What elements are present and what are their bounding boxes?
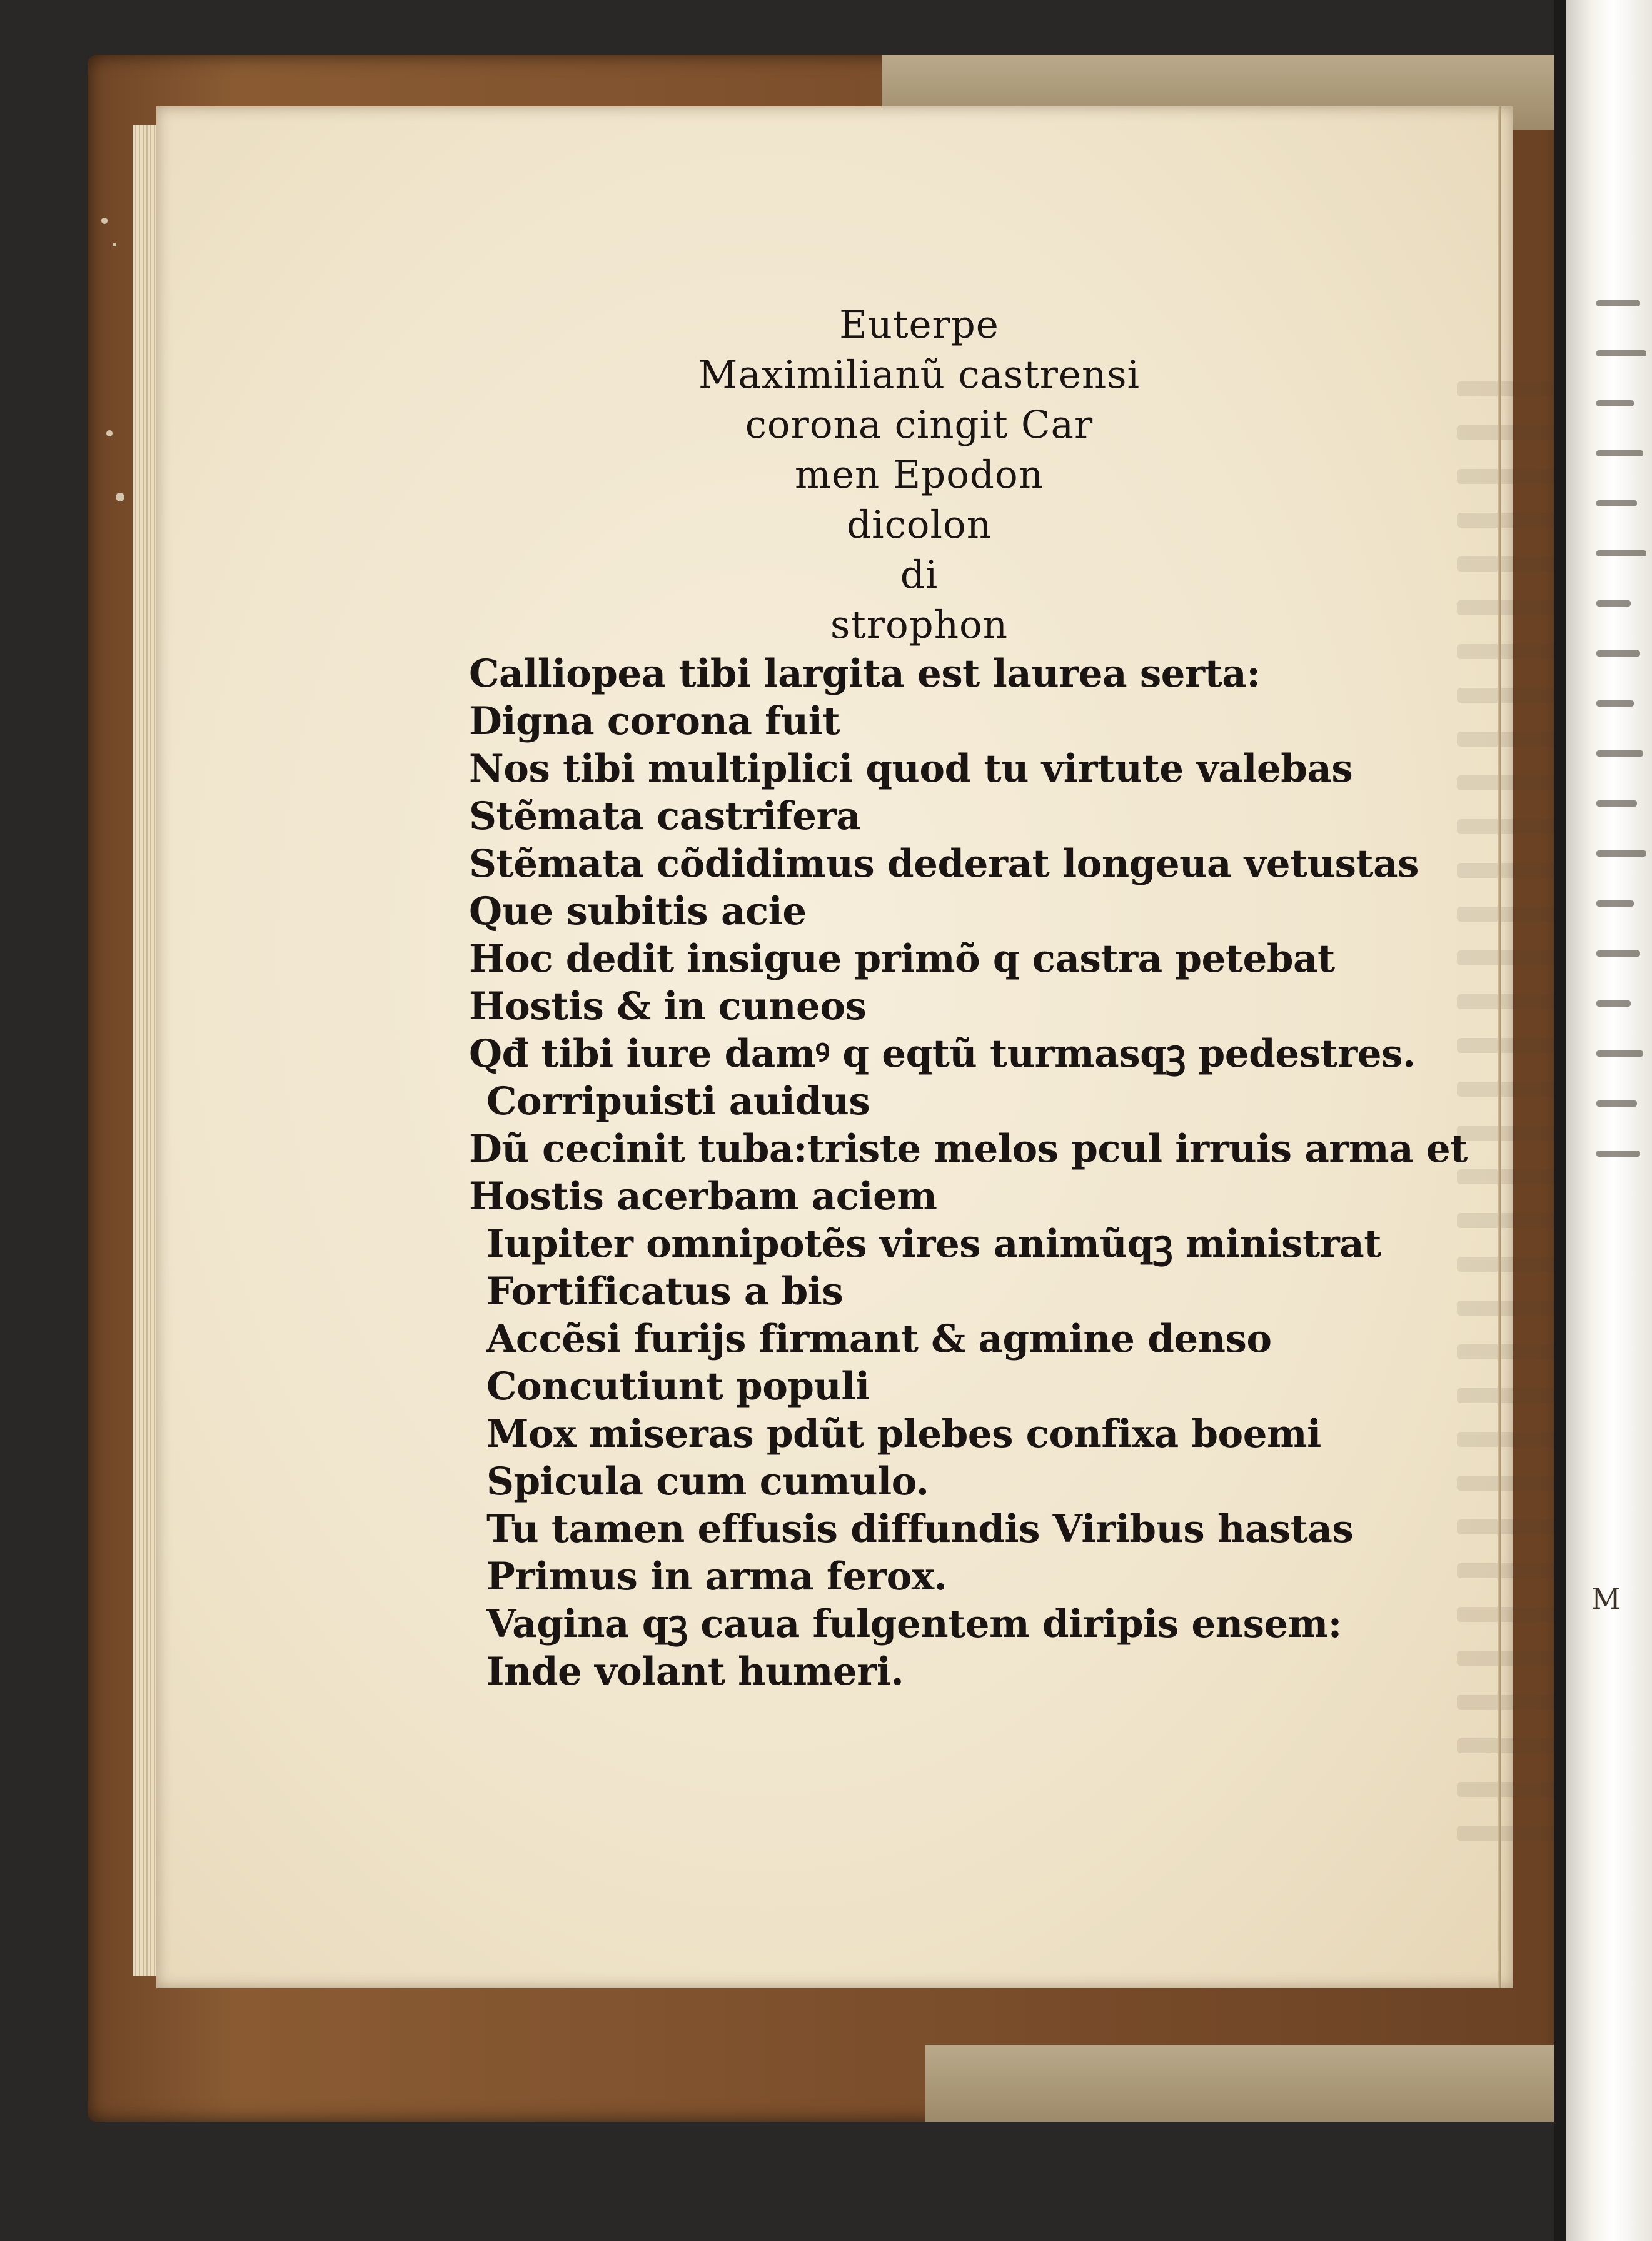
facing-page-text-line bbox=[1596, 650, 1640, 657]
verse-line: Hostis & in cuneos bbox=[469, 984, 867, 1029]
binding-wear-mark bbox=[106, 430, 113, 436]
heading-line: Maximilianũ castrensi bbox=[698, 353, 1141, 397]
binding-wear-mark bbox=[101, 218, 108, 224]
book-page bbox=[156, 106, 1513, 1988]
facing-page-text-line bbox=[1596, 1000, 1631, 1007]
heading-line: men Epodon bbox=[795, 453, 1044, 497]
heading-line: strophon bbox=[830, 603, 1009, 647]
facing-page-text-line bbox=[1596, 800, 1637, 807]
verse-line: Nos tibi multiplici quod tu virtute valebas bbox=[469, 747, 1353, 791]
facing-page-text-line bbox=[1596, 950, 1640, 957]
verse-line: Hostis acerbam aciem bbox=[469, 1174, 937, 1219]
turned-in-paper-bottom bbox=[925, 2045, 1563, 2122]
facing-page-text-line bbox=[1596, 300, 1640, 306]
facing-page-letter: M bbox=[1591, 1582, 1621, 1616]
verse-line: Que subitis acie bbox=[469, 889, 807, 934]
verse-line: Tu tamen effusis diffundis Viribus hastas bbox=[486, 1507, 1354, 1551]
verse-line: Qđ tibi iure damꝰ q eqtũ turmasqꝫ pedestres. bbox=[469, 1032, 1416, 1076]
heading-line: corona cingit Car bbox=[745, 403, 1094, 447]
verse-line: Stẽmata castrifera bbox=[469, 794, 861, 838]
verse-line: Corripuisti auidus bbox=[486, 1079, 870, 1124]
facing-page-text-line bbox=[1596, 400, 1634, 406]
facing-page-text-line bbox=[1596, 750, 1643, 757]
verse-line: Concutiunt populi bbox=[486, 1364, 870, 1409]
verse-line: Inde volant humeri. bbox=[486, 1649, 904, 1694]
facing-page-text-line bbox=[1596, 600, 1631, 607]
verse-line: Iupiter omnipotẽs vires animũqꝫ ministrat bbox=[486, 1222, 1381, 1266]
facing-page-text-line bbox=[1596, 1050, 1643, 1057]
facing-page-text-line bbox=[1596, 850, 1646, 857]
verse-line: Stẽmata cõdidimus dederat longeua vetustas bbox=[469, 842, 1419, 886]
binding-wear-mark bbox=[113, 243, 116, 246]
binding-wear-mark bbox=[116, 493, 124, 501]
heading-line: Euterpe bbox=[839, 303, 999, 347]
verse-line: Digna corona fuit bbox=[469, 699, 840, 743]
verse-line: Fortificatus a bis bbox=[486, 1269, 844, 1314]
verse-line: Hoc dedit insigue primõ q castra petebat bbox=[469, 937, 1335, 981]
verse-line: Spicula cum cumulo. bbox=[486, 1459, 929, 1504]
facing-page-text-line bbox=[1596, 1100, 1637, 1107]
verse-line: Accẽsi furijs firmant & agmine denso bbox=[486, 1317, 1272, 1361]
facing-page-text-line bbox=[1596, 700, 1634, 707]
verse-line: Primus in arma ferox. bbox=[486, 1554, 947, 1599]
facing-page-text-line bbox=[1596, 500, 1637, 506]
verse-line: Mox miseras pdũt plebes confixa boemi bbox=[486, 1412, 1321, 1456]
facing-page-text-line bbox=[1596, 350, 1646, 356]
page-gutter bbox=[1498, 106, 1501, 1988]
verse-line: Dũ cecinit tuba:triste melos pcul irruis arma et bbox=[469, 1127, 1468, 1171]
facing-page-text-line bbox=[1596, 450, 1643, 456]
facing-page-text-line bbox=[1596, 550, 1646, 556]
verse-line: Vagina qꝫ caua fulgentem diripis ensem: bbox=[486, 1602, 1342, 1646]
verse-line: Calliopea tibi largita est laurea serta: bbox=[469, 652, 1261, 696]
heading-line: dicolon bbox=[847, 503, 992, 547]
heading-line: di bbox=[900, 553, 939, 597]
book-gutter-shadow bbox=[1554, 0, 1568, 2241]
facing-page-text-line bbox=[1596, 1151, 1640, 1157]
facing-page-text-line bbox=[1596, 900, 1634, 907]
facing-page-edge bbox=[1566, 0, 1652, 2241]
